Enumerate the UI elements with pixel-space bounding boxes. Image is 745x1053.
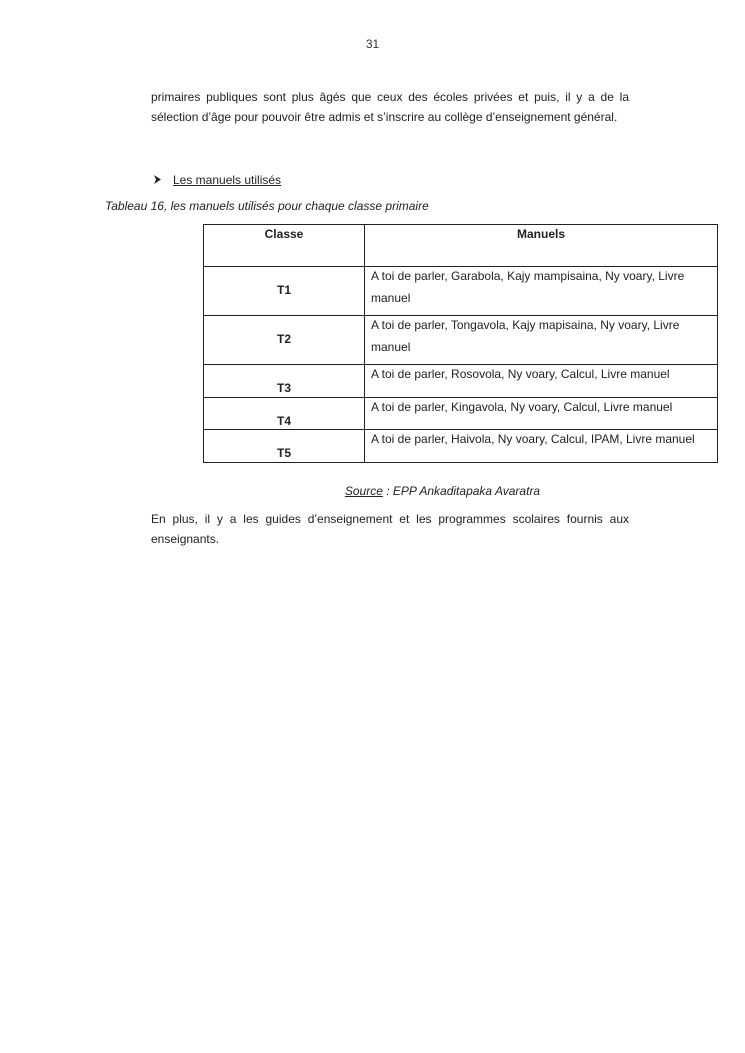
- arrow-bullet-icon: [153, 170, 173, 190]
- classe-cell: T2: [204, 316, 365, 365]
- manuels-cell: A toi de parler, Tongavola, Kajy mapisaina, Ny voary, Livre manuel: [365, 316, 718, 365]
- intro-paragraph-line-1: primaires publiques sont plus âgés que ceux des écoles privées et puis, il y a de la: [151, 90, 629, 104]
- header-manuels: Manuels: [365, 225, 718, 267]
- table-row: [204, 365, 718, 398]
- table-source: [0, 484, 745, 498]
- closing-paragraph-line-1: En plus, il y a les guides d’enseignement et les programmes scolaires fournis aux: [151, 512, 629, 526]
- closing-paragraph-line-2: enseignants.: [151, 532, 220, 546]
- section-bullet: [153, 170, 281, 190]
- page-number: 31: [365, 37, 380, 51]
- closing-paragraph: [151, 509, 629, 549]
- header-classe: Classe: [204, 225, 365, 267]
- table-header-row: [204, 225, 718, 267]
- intro-paragraph-line-2: sélection d’âge pour pouvoir être admis et s’inscrire au collège d’enseignement général.: [151, 110, 618, 124]
- section-heading: Les manuels utilisés: [173, 173, 282, 187]
- table-row: [204, 316, 718, 365]
- classe-cell: T1: [204, 267, 365, 316]
- classe-cell: T3: [204, 365, 365, 398]
- intro-paragraph: [151, 87, 629, 127]
- classe-cell: T5: [204, 430, 365, 463]
- source-label: Source: [344, 484, 383, 498]
- table-row: [204, 267, 718, 316]
- manuels-cell: A toi de parler, Garabola, Kajy mampisaina, Ny voary, Livre manuel: [365, 267, 718, 316]
- source-text: : EPP Ankaditapaka Avaratra: [382, 484, 541, 498]
- table-row: [204, 430, 718, 463]
- table-row: [204, 398, 718, 430]
- table-caption: Tableau 16, les manuels utilisés pour chaque classe primaire: [105, 199, 429, 213]
- manuels-cell: A toi de parler, Kingavola, Ny voary, Calcul, Livre manuel: [365, 398, 718, 430]
- classe-cell: T4: [204, 398, 365, 430]
- manuals-table: [203, 224, 718, 463]
- manuels-cell: A toi de parler, Haivola, Ny voary, Calcul, IPAM, Livre manuel: [365, 430, 718, 463]
- manuels-cell: A toi de parler, Rosovola, Ny voary, Calcul, Livre manuel: [365, 365, 718, 398]
